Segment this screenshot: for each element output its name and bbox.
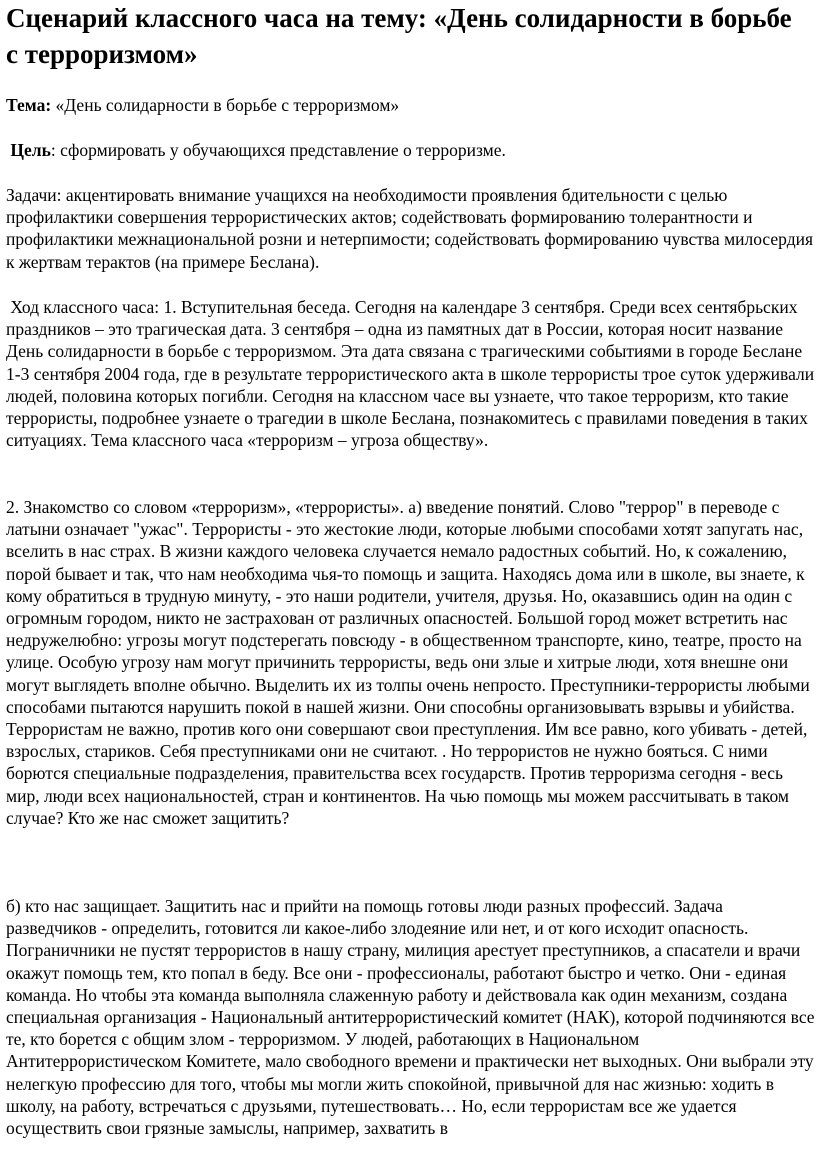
protectors-paragraph: б) кто нас защищает. Защитить нас и прийти на помощь готовы люди разных профессий. Задача разведчиков - определить, готовится ли какое-либо злодеяние или нет, и от кого исходит опасность. Пограничники не пустят террористов в нашу страну, милиция арестует преступников, а спасатели и врачи окажут помощь тем, кто попал в беду. Все они - профессионалы, работают быстро и четко. Они - единая команда. Но чтобы эта команда выполняла слаженную работу и действовала как один механизм, создана специальная организация - Национальный антитеррористический комитет (НАК), которой подчиняются все те, кто борется с общим злом - терроризмом. У людей, работающих в Национальном Антитеррористическом Комитете, мало свободного времени и практически нет выходных. Они выбрали эту нелегкую профессию для того, чтобы мы могли жить спокойной, привычной для нас жизнью: ходить в школу, на работу, встречаться с друзьями, путешествовать… Но, если террористам все же удается осуществить свои грязные замыслы, например, захватить в	[6, 896, 815, 1139]
terrorism-intro-paragraph: 2. Знакомство со словом «терроризм», «террористы». а) введение понятий. Слово "террор" в переводе с латыни означает "ужас". Террористы - это жестокие люди, которые любыми способами хотят запугать нас, вселить в нас страх. В жизни каждого человека случается немало радостных событий. Но, к сожалению, порой бывает и так, что нам необходима чья-то помощь и защита. Находясь дома или в школе, вы знаете, к кому обратиться в трудную минуту, - это наши родители, учителя, друзья. Но, оказавшись один на один с огромным городом, никто не застрахован от различных опасностей. Большой город может встретить нас недружелюбно: угрозы могут подстерегать повсюду - в общественном транспорте, кино, театре, просто на улице. Особую угрозу нам могут причинить террористы, ведь они злые и хитрые люди, хотя внешне они могут выглядеть вполне обычно. Выделить их из толпы очень непросто. Преступники-террористы любыми способами пытаются нарушить покой в нашей жизни. Они способны организовывать взрывы и убийства. Террористам не важно, против кого они совершают свои преступления. Им все равно, кого убивать - детей, взрослых, стариков. Себя преступниками они не считают. . Но террористов не нужно бояться. С ними борются специальные подразделения, правительства всех государств. Против терроризма сегодня - весь мир, люди всех национальностей, стран и континентов. На чью помощь мы можем рассчитывать в таком случае? Кто же нас сможет защитить?	[6, 497, 810, 828]
lesson-flow-paragraph	[6, 296, 816, 451]
topic-paragraph	[6, 94, 816, 116]
topic-label: Тема:	[6, 95, 52, 115]
goal-label: Цель	[10, 140, 51, 160]
topic-text: «День солидарности в борьбе с терроризмом»	[51, 95, 400, 115]
goal-text: : сформировать у обучающихся представление о терроризме.	[50, 140, 506, 160]
page-title: Сценарий классного часа на тему: «День солидарности в борьбе с терроризмом»	[6, 3, 792, 69]
goal-paragraph	[6, 139, 816, 161]
tasks-paragraph: Задачи: акцентировать внимание учащихся на необходимости проявления бдительности с целью профилактики совершения террористических актов; содействовать формированию толерантности и профилактики межнациональной розни и нетерпимости; содействовать формированию чувства милосердия к жертвам терактов (на примере Беслана).	[6, 185, 814, 272]
lesson-flow-text: Ход классного часа: 1. Вступительная беседа. Сегодня на календаре 3 сентября. Среди всех сентябрьских праздников – это трагическая дата. 3 сентября – одна из памятных дат в России, которая носит название День солидарности в борьбе с терроризмом. Эта дата связана с трагическими событиями в городе Беслане 1-3 сентября 2004 года, где в результате террористического акта в школе террористы трое суток удерживали людей, половина которых погибли. Сегодня на классном часе вы узнаете, что такое терроризм, кто такие террористы, подробнее узнаете о трагедии в школе Беслана, познакомитесь с правилами поведения в таких ситуациях. Тема классного часа «терроризм – угроза обществу».	[6, 297, 815, 451]
